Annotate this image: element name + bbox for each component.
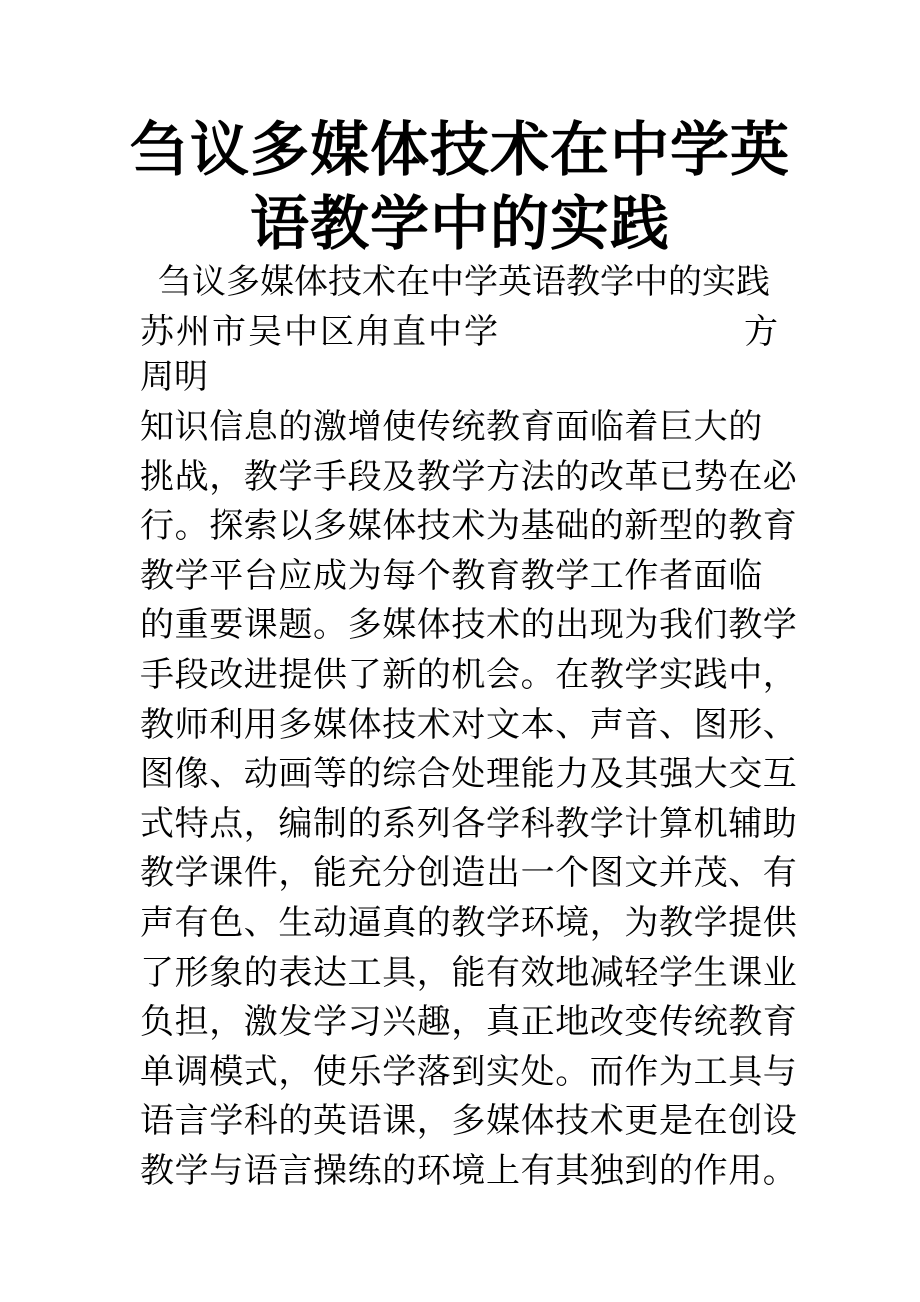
paragraph-line: 了形象的表达工具，能有效地减轻学生课业 [140, 952, 798, 993]
paragraph-line: 图像、动画等的综合处理能力及其强大交互 [140, 754, 798, 795]
author-school: 苏州市吴中区甪直中学 [140, 312, 500, 352]
paragraph-line: 教学平台应成为每个教育教学工作者面临 [140, 555, 763, 596]
author-surname: 方 [744, 312, 780, 352]
paragraph-line: 声有色、生动逼真的教学环境，为教学提供 [140, 902, 798, 943]
paragraph-line: 行。探索以多媒体技术为基础的新型的教育 [140, 506, 798, 547]
paragraph-line: 单调模式，使乐学落到实处。而作为工具与 [140, 1051, 798, 1092]
document-subtitle: 刍议多媒体技术在中学英语教学中的实践 [158, 262, 770, 302]
paragraph-line: 教学课件，能充分创造出一个图文并茂、有 [140, 853, 798, 894]
paragraph-line: 挑战，教学手段及教学方法的改革已势在必 [140, 456, 798, 497]
document-title-line-2: 语教学中的实践 [249, 189, 670, 258]
paragraph-line: 教学与语言操练的环境上有其独到的作用。 [140, 1150, 798, 1191]
document-title-line-1: 刍议多媒体技术在中学英 [129, 115, 790, 184]
paragraph-line: 负担，激发学习兴趣，真正地改变传统教育 [140, 1002, 798, 1043]
paragraph-line: 手段改进提供了新的机会。在教学实践中， [140, 654, 798, 695]
paragraph-line: 的重要课题。多媒体技术的出现为我们教学 [140, 605, 798, 646]
paragraph-line: 式特点，编制的系列各学科教学计算机辅助 [140, 803, 798, 844]
author-given-name: 周明 [140, 357, 208, 397]
paragraph-line: 教师利用多媒体技术对文本、声音、图形、 [140, 704, 798, 745]
body-paragraph [140, 403, 800, 1197]
paragraph-line: 语言学科的英语课，多媒体技术更是在创设 [140, 1101, 798, 1142]
paragraph-line: 知识信息的激增使传统教育面临着巨大的 [140, 407, 763, 447]
